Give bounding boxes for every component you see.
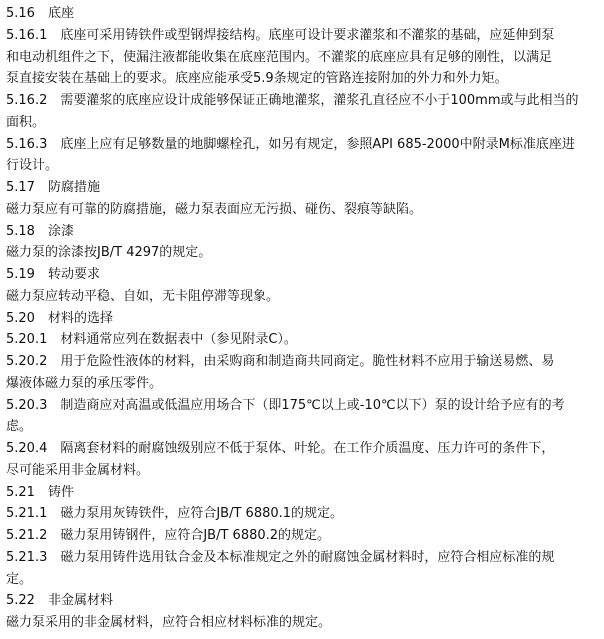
paragraph-5-19: 磁力泵应转动平稳、自如，无卡阻停滞等现象。 — [6, 288, 280, 304]
clause-5-20-3-line-2: 虑。 — [6, 419, 33, 435]
clause-5-20-2-line-2: 爆液体磁力泵的承压零件。 — [6, 375, 163, 391]
paragraph-5-22: 磁力泵采用的非金属材料，应符合相应材料标准的规定。 — [6, 615, 332, 630]
clause-5-20-3-line-1: 5.20.3 制造商应对高温或低温应用场合下（即175℃以上或-10℃以下）泵的设计给予应有的考 — [6, 397, 565, 413]
heading-5-20: 5.20 材料的选择 — [6, 310, 113, 326]
heading-5-22: 5.22 非金属材料 — [6, 593, 113, 609]
clause-5-21-3-line-1: 5.21.3 磁力泵用铸件选用钛合金及本标准规定之外的耐腐蚀金属材料时，应符合相应标准的规 — [6, 549, 555, 565]
clause-5-16-3-line-1: 5.16.3 底座上应有足够数量的地脚螺栓孔，如另有规定，参照API 685-2000中附录M标准底座进 — [6, 136, 575, 152]
clause-5-16-1-line-2: 和电动机组件之下，使漏注液都能收集在底座范围内。不灌浆的底座应具有足够的刚性，以满足 — [6, 49, 553, 65]
clause-5-20-4-line-2: 尽可能采用非金属材料。 — [6, 462, 150, 478]
clause-5-16-2-line-2: 面积。 — [6, 114, 46, 130]
heading-5-17: 5.17 防腐措施 — [6, 180, 100, 195]
clause-5-21-1: 5.21.1 磁力泵用灰铸铁件，应符合JB/T 6880.1的规定。 — [6, 506, 344, 522]
heading-5-18: 5.18 涂漆 — [6, 223, 74, 239]
clause-5-20-4-line-1: 5.20.4 隔离套材料的耐腐蚀级别应不低于泵体、叶轮。在工作介质温度、压力许可的条件下， — [6, 441, 555, 456]
clause-5-20-2-line-1: 5.20.2 用于危险性液体的材料，由采购商和制造商共同商定。脆性材料不应用于输送易燃、易 — [6, 354, 555, 369]
heading-5-16: 5.16 底座 — [6, 6, 74, 21]
heading-5-19: 5.19 转动要求 — [6, 267, 100, 282]
clause-5-16-1-line-1: 5.16.1 底座可采用铸铁件或型钢焊接结构。底座可设计要求灌浆和不灌浆的基础，应延伸到泵 — [6, 27, 555, 43]
paragraph-5-17: 磁力泵应有可靠的防腐措施，磁力泵表面应无污损、碰伤、裂痕等缺陷。 — [6, 201, 423, 217]
heading-5-21: 5.21 铸件 — [6, 484, 74, 500]
paragraph-5-18: 磁力泵的涂漆按JB/T 4297的规定。 — [6, 245, 212, 261]
clause-5-21-3-line-2: 定。 — [6, 571, 33, 587]
clause-5-16-2-line-1: 5.16.2 需要灌浆的底座应设计成能够保证正确地灌浆，灌浆孔直径应不小于100mm或与此相当的 — [6, 93, 579, 108]
clause-5-20-1: 5.20.1 材料通常应列在数据表中（参见附录C）。 — [6, 332, 297, 348]
clause-5-16-3-line-2: 行设计。 — [6, 158, 59, 174]
clause-5-21-2: 5.21.2 磁力泵用铸钢件，应符合JB/T 6880.2的规定。 — [6, 528, 331, 543]
clause-5-16-1-line-3: 泵直接安装在基础上的要求。底座应能承受5.9条规定的管路连接附加的外力和外力矩。 — [6, 71, 508, 87]
